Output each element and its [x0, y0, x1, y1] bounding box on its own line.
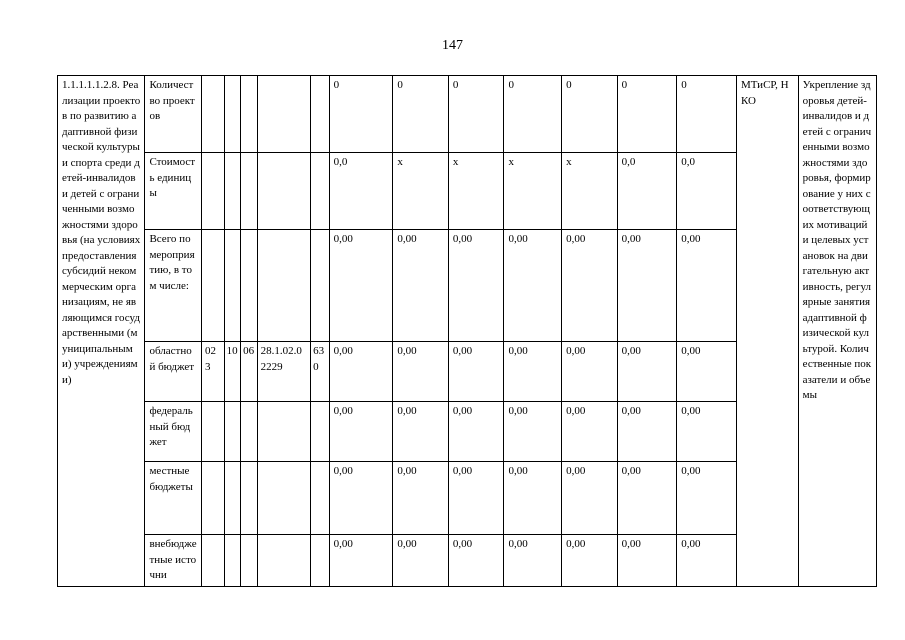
code-cell: 023: [202, 342, 225, 402]
value-cell: 0: [617, 76, 677, 153]
row-label: федеральный бюджет: [145, 402, 202, 462]
value-cell: 0,00: [504, 462, 562, 535]
value-cell: 0: [677, 76, 737, 153]
value-cell: х: [393, 153, 449, 230]
value-cell: 0,00: [504, 402, 562, 462]
value-cell: 0,00: [677, 342, 737, 402]
value-cell: 0: [504, 76, 562, 153]
code-cell: [311, 230, 330, 342]
value-cell: 0,00: [562, 535, 618, 587]
code-cell: [311, 153, 330, 230]
code-cell: 28.1.02.02229: [257, 342, 311, 402]
code-cell: [241, 76, 257, 153]
value-cell: 0,00: [677, 535, 737, 587]
value-cell: 0,00: [393, 342, 449, 402]
value-cell: 0,00: [617, 535, 677, 587]
code-cell: [311, 76, 330, 153]
value-cell: 0,00: [329, 342, 393, 402]
code-cell: [202, 230, 225, 342]
value-cell: 0,00: [677, 230, 737, 342]
row-label: Количество проектов: [145, 76, 202, 153]
value-cell: 0,00: [617, 342, 677, 402]
code-cell: [257, 76, 311, 153]
row-label: областной бюджет: [145, 342, 202, 402]
value-cell: 0,00: [448, 462, 504, 535]
code-cell: [224, 402, 240, 462]
value-cell: 0,00: [504, 230, 562, 342]
row-label: Всего по мероприятию, в том числе:: [145, 230, 202, 342]
code-cell: [202, 535, 225, 587]
value-cell: 0,00: [393, 535, 449, 587]
code-cell: [257, 535, 311, 587]
value-cell: 0,00: [562, 342, 618, 402]
value-cell: 0,00: [393, 402, 449, 462]
code-cell: [257, 153, 311, 230]
code-cell: [202, 462, 225, 535]
code-cell: [311, 402, 330, 462]
code-cell: [224, 76, 240, 153]
value-cell: 0,00: [677, 462, 737, 535]
code-cell: [202, 402, 225, 462]
row-label: местные бюджеты: [145, 462, 202, 535]
row-label: внебюджетные источни: [145, 535, 202, 587]
code-cell: [241, 230, 257, 342]
row-label: Стоимость единицы: [145, 153, 202, 230]
code-cell: [241, 153, 257, 230]
value-cell: 0,00: [393, 230, 449, 342]
value-cell: 0,00: [617, 402, 677, 462]
code-cell: [202, 153, 225, 230]
program-code-name: 1.1.1.1.1.2.8. Реализации проектов по развитию адаптивной физической культуры и спорта среди детей-инвалидов и детей с ограниченными возможностями здоровья (на условиях предоставления субсидий некоммерческим организациям, не являющимся государственными (муниципальными) учреждениями): [58, 76, 145, 587]
value-cell: 0: [562, 76, 618, 153]
value-cell: 0,00: [562, 230, 618, 342]
value-cell: 0: [393, 76, 449, 153]
code-cell: [257, 402, 311, 462]
value-cell: 0,00: [504, 535, 562, 587]
code-cell: [224, 462, 240, 535]
executor-cell: МТиСР, НКО: [736, 76, 798, 587]
code-cell: [257, 462, 311, 535]
budget-table: [57, 75, 877, 587]
value-cell: 0,00: [329, 230, 393, 342]
code-cell: [241, 462, 257, 535]
goal-cell: Укрепление здоровья детей-инвалидов и детей с ограниченными возможностями здоровья, формирование у них соответствующих мотиваций и целевых установок на двигательную активность, регулярные занятия адаптивной физической культурой. Количественные показатели и объемы: [798, 76, 876, 587]
value-cell: 0: [448, 76, 504, 153]
value-cell: 0,00: [329, 402, 393, 462]
value-cell: 0,00: [329, 535, 393, 587]
value-cell: 0,00: [393, 462, 449, 535]
page-number: 147: [442, 38, 463, 53]
value-cell: 0,00: [617, 462, 677, 535]
value-cell: 0: [329, 76, 393, 153]
code-cell: 06: [241, 342, 257, 402]
code-cell: [202, 76, 225, 153]
code-cell: [224, 230, 240, 342]
code-cell: [241, 535, 257, 587]
code-cell: [224, 153, 240, 230]
value-cell: 0,00: [448, 535, 504, 587]
value-cell: 0,0: [677, 153, 737, 230]
value-cell: 0,0: [329, 153, 393, 230]
code-cell: [311, 535, 330, 587]
value-cell: 0,00: [448, 402, 504, 462]
value-cell: 0,00: [562, 462, 618, 535]
code-cell: [257, 230, 311, 342]
code-cell: [224, 535, 240, 587]
code-cell: [311, 462, 330, 535]
value-cell: х: [448, 153, 504, 230]
value-cell: 0,00: [677, 402, 737, 462]
table-row: [58, 76, 877, 153]
value-cell: 0,00: [617, 230, 677, 342]
value-cell: 0,00: [448, 342, 504, 402]
value-cell: 0,00: [562, 402, 618, 462]
value-cell: х: [562, 153, 618, 230]
code-cell: [241, 402, 257, 462]
value-cell: 0,00: [504, 342, 562, 402]
value-cell: х: [504, 153, 562, 230]
value-cell: 0,00: [448, 230, 504, 342]
value-cell: 0,0: [617, 153, 677, 230]
value-cell: 0,00: [329, 462, 393, 535]
code-cell: 10: [224, 342, 240, 402]
code-cell: 630: [311, 342, 330, 402]
